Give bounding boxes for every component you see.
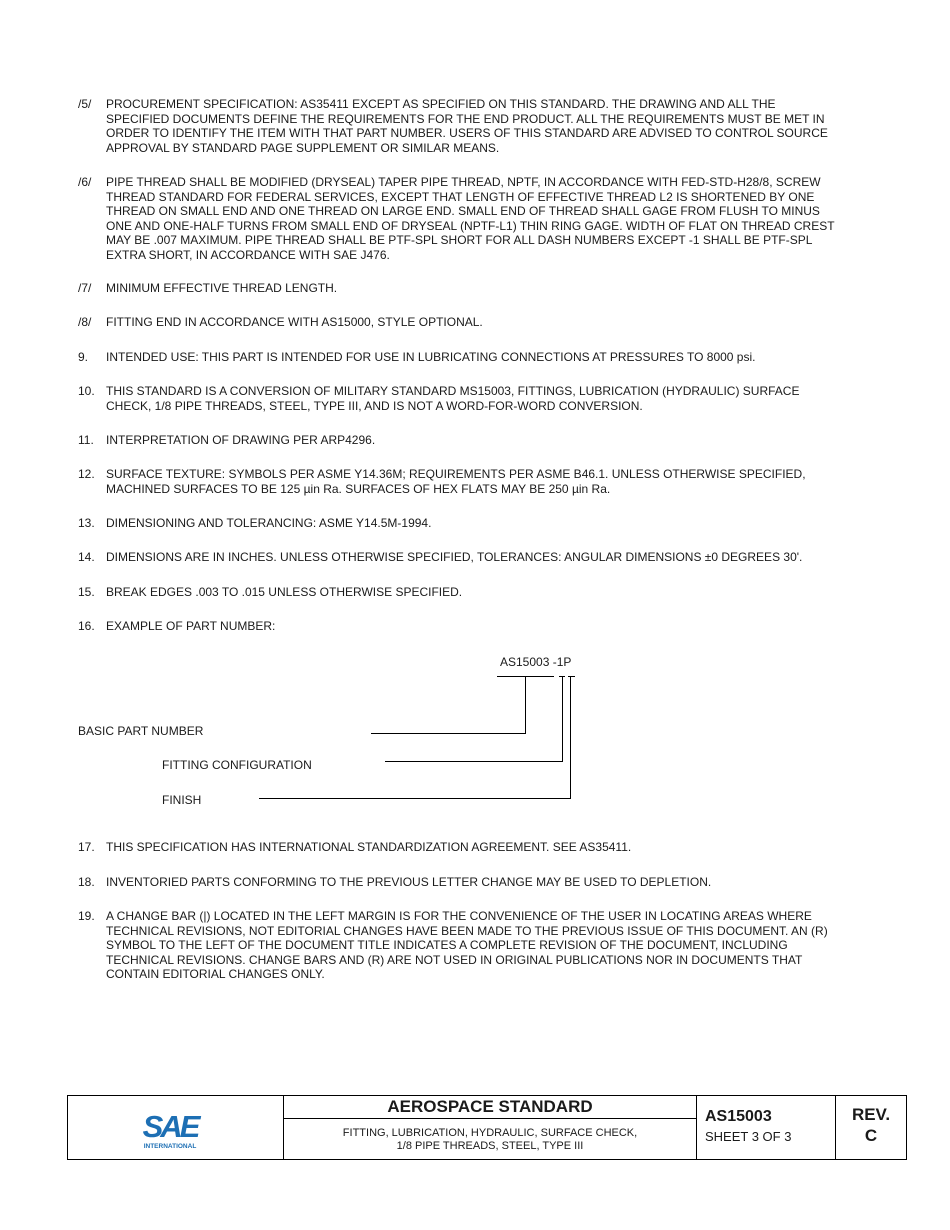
note-text: A CHANGE BAR (|) LOCATED IN THE LEFT MARGIN IS FOR THE CONVENIENCE OF THE USER IN LOCATING AREAS WHERE TECHNICAL REVISIONS, NOT EDITORIAL CHANGES HAVE BEEN MADE TO THE PREVIOUS ISSUE OF THIS DOCUMENT. AN (R) SYMBOL TO THE LEFT OF THE DOCUMENT TITLE INDICATES A COMPLETE REVISION OF THE DOCUMENT, INCLUDING TECHNICAL REVISIONS. CHANGE BARS AND (R) ARE NOT USED IN ORIGINAL PUBLICATIONS NOR IN DOCUMENTS THAT CONTAIN EDITORIAL CHANGES ONLY. bbox=[106, 909, 828, 981]
note-number: /6/ bbox=[78, 175, 92, 189]
leader-basic-horizontal bbox=[371, 733, 526, 734]
note-19 bbox=[78, 909, 878, 982]
note-number: 19. bbox=[78, 909, 95, 923]
title-block bbox=[67, 1095, 907, 1160]
label-fitting-configuration: FITTING CONFIGURATION bbox=[162, 758, 312, 772]
note-12 bbox=[78, 467, 878, 496]
revision-cell bbox=[836, 1096, 906, 1159]
leader-basic-vertical bbox=[525, 677, 526, 733]
note-number: /7/ bbox=[78, 281, 92, 295]
note-number: 16. bbox=[78, 619, 95, 633]
label-finish: FINISH bbox=[162, 793, 202, 807]
note-text: INVENTORIED PARTS CONFORMING TO THE PREVIOUS LETTER CHANGE MAY BE USED TO DEPLETION. bbox=[106, 875, 712, 889]
document-title: FITTING, LUBRICATION, HYDRAULIC, SURFACE CHECK, 1/8 PIPE THREADS, STEEL, TYPE III bbox=[342, 1127, 638, 1152]
note-text: INTERPRETATION OF DRAWING PER ARP4296. bbox=[106, 433, 376, 447]
note-9 bbox=[78, 350, 878, 365]
document-type: AEROSPACE STANDARD bbox=[284, 1096, 696, 1119]
note-13 bbox=[78, 516, 878, 531]
revision-value: C bbox=[864, 1126, 878, 1145]
label-basic-part-number: BASIC PART NUMBER bbox=[78, 724, 204, 738]
note-10 bbox=[78, 384, 878, 413]
note-number: 15. bbox=[78, 585, 95, 599]
leader-finish-horizontal bbox=[259, 798, 571, 799]
document-number-cell bbox=[697, 1096, 836, 1159]
leader-configuration-horizontal bbox=[385, 761, 563, 762]
leader-configuration-vertical bbox=[562, 677, 563, 761]
note-text: BREAK EDGES .003 TO .015 UNLESS OTHERWISE SPECIFIED. bbox=[106, 585, 463, 599]
note-number: 14. bbox=[78, 550, 95, 564]
document-number: AS15003 bbox=[705, 1108, 772, 1125]
note-text: PROCUREMENT SPECIFICATION: AS35411 EXCEPT AS SPECIFIED ON THIS STANDARD. THE DRAWING AND ALL THE SPECIFIED DOCUMENTS DEFINE THE REQUIREMENTS FOR THE END PRODUCT. ALL THE REQUIREMENTS MUST BE MET IN ORDER TO IDENTIFY THE ITEM WITH THAT PART NUMBER. USERS OF THIS STANDARD ARE ADVISED TO CONTROL SOURCE APPROVAL BY STANDARD PAGE SUPPLEMENT OR SIMILAR MEANS. bbox=[106, 97, 828, 155]
logo-cell bbox=[68, 1096, 284, 1159]
note-text: MINIMUM EFFECTIVE THREAD LENGTH. bbox=[106, 281, 338, 295]
note-17 bbox=[78, 840, 878, 855]
logo-text: SAE bbox=[142, 1109, 198, 1144]
note-text: THIS STANDARD IS A CONVERSION OF MILITARY STANDARD MS15003, FITTINGS, LUBRICATION (HYDRAULIC) SURFACE CHECK, 1/8 PIPE THREADS, STEEL, TYPE III, AND IS NOT A WORD-FOR-WORD CONVERSION. bbox=[106, 384, 800, 413]
note-11 bbox=[78, 433, 878, 448]
note-number: /5/ bbox=[78, 97, 92, 111]
note-18 bbox=[78, 875, 878, 890]
logo-subtext: INTERNATIONAL bbox=[143, 1143, 197, 1150]
note-text: DIMENSIONS ARE IN INCHES. UNLESS OTHERWISE SPECIFIED, TOLERANCES: ANGULAR DIMENSIONS ±0 DEGREES 30'. bbox=[106, 550, 803, 564]
note-number: 18. bbox=[78, 875, 95, 889]
note-8 bbox=[78, 315, 878, 330]
part-number-code: AS15003 -1P bbox=[500, 655, 572, 669]
note-number: 17. bbox=[78, 840, 95, 854]
note-text: DIMENSIONING AND TOLERANCING: ASME Y14.5M-1994. bbox=[106, 516, 432, 530]
leader-finish-vertical bbox=[570, 677, 571, 798]
sae-logo bbox=[138, 1108, 202, 1150]
note-number: /8/ bbox=[78, 315, 92, 329]
note-text: FITTING END IN ACCORDANCE WITH AS15000, STYLE OPTIONAL. bbox=[106, 315, 483, 329]
note-text: PIPE THREAD SHALL BE MODIFIED (DRYSEAL) TAPER PIPE THREAD, NPTF, IN ACCORDANCE WITH FED-STD-H28/8, SCREW THREAD STANDARD FOR FEDERAL SERVICES, EXCEPT THAT LENGTH OF EFFECTIVE THREAD L2 IS SHORTENED BY ONE THREAD ON SMALL END AND ONE THREAD ON LARGE END. SMALL END OF THREAD SHALL GAGE FROM FLUSH TO MINUS ONE AND ONE-HALF TURNS FROM SMALL END OF DRYSEAL (NPTF-L1) THIN RING GAGE. WIDTH OF FLAT ON THREAD CREST MAY BE .007 MAXIMUM. PIPE THREAD SHALL BE PTF-SPL SHORT FOR ALL DASH NUMBERS EXCEPT -1 SHALL BE PTF-SPL EXTRA SHORT, IN ACCORDANCE WITH SAE J476. bbox=[106, 175, 835, 262]
note-text: INTENDED USE: THIS PART IS INTENDED FOR USE IN LUBRICATING CONNECTIONS AT PRESSURES TO 8000 psi. bbox=[106, 350, 756, 364]
note-5 bbox=[78, 97, 878, 155]
note-number: 13. bbox=[78, 516, 95, 530]
note-number: 9. bbox=[78, 350, 89, 364]
note-number: 10. bbox=[78, 384, 95, 398]
note-text: EXAMPLE OF PART NUMBER: bbox=[106, 619, 276, 633]
note-15 bbox=[78, 585, 878, 600]
note-7 bbox=[78, 281, 878, 296]
note-number: 12. bbox=[78, 467, 95, 481]
note-6 bbox=[78, 175, 878, 262]
sheet-number: SHEET 3 OF 3 bbox=[705, 1129, 792, 1144]
note-14 bbox=[78, 550, 878, 565]
revision-label: REV. bbox=[851, 1105, 891, 1124]
note-number: 11. bbox=[78, 433, 94, 447]
title-cell bbox=[284, 1096, 697, 1159]
note-text: SURFACE TEXTURE: SYMBOLS PER ASME Y14.36M; REQUIREMENTS PER ASME B46.1. UNLESS OTHERWISE SPECIFIED, MACHINED SURFACES TO BE 125 µin Ra. SURFACES OF HEX FLATS MAY BE 250 µin Ra. bbox=[106, 467, 806, 496]
note-text: THIS SPECIFICATION HAS INTERNATIONAL STANDARDIZATION AGREEMENT. SEE AS35411. bbox=[106, 840, 632, 854]
note-16 bbox=[78, 619, 878, 634]
